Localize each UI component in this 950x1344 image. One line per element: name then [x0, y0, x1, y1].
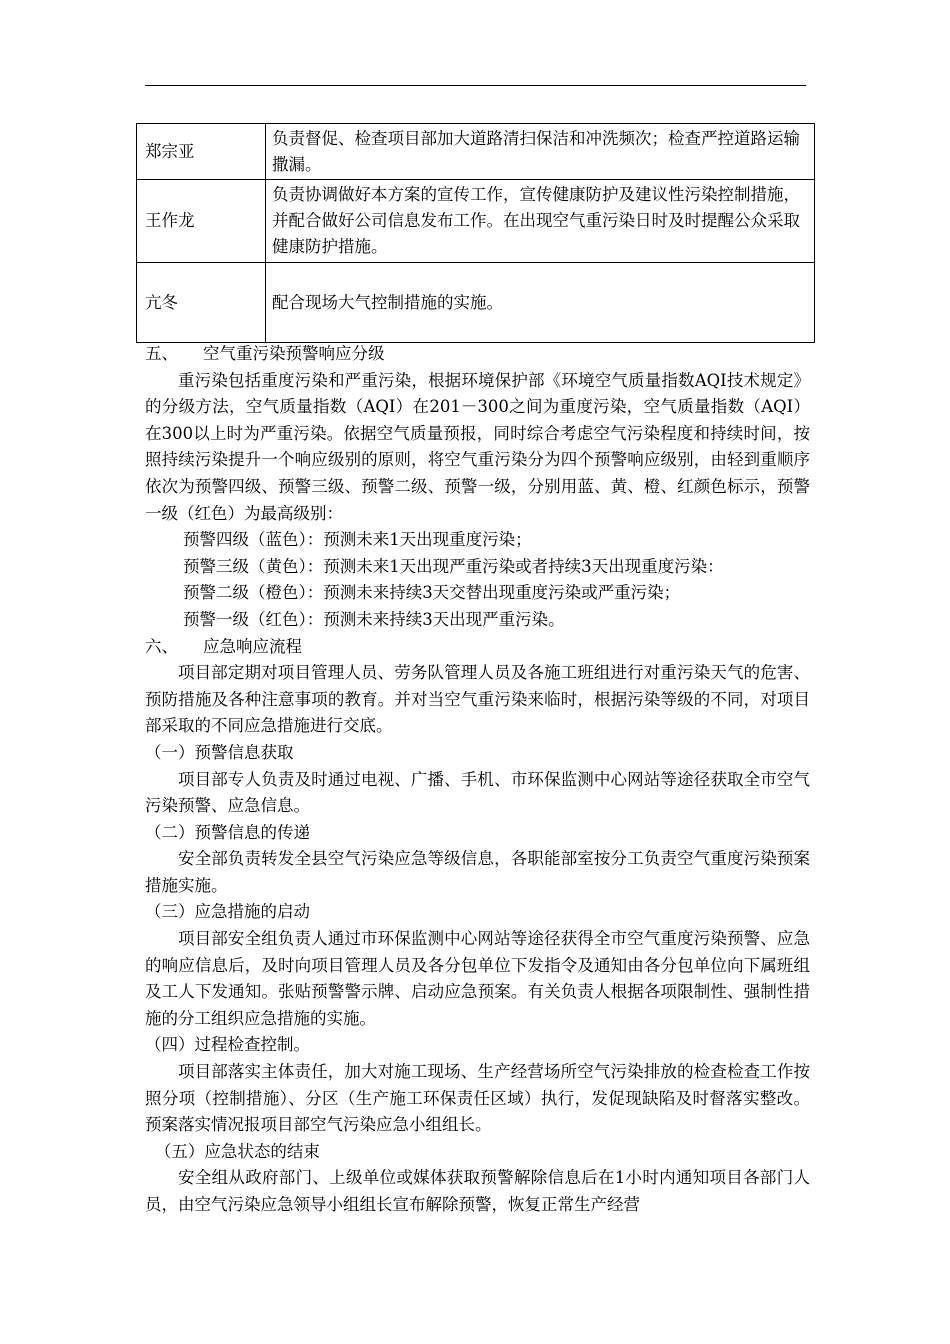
- paragraph: 安全组从政府部门、上级单位或媒体获取预警解除信息后在1小时内通知项目各部门人员，由空气污染应急领导小组组长宣布解除预警，恢复正常生产经营: [145, 1168, 810, 1214]
- table-row: [137, 263, 815, 343]
- subsection-title: （二）预警信息的传递: [145, 822, 310, 842]
- section-number: 五、: [145, 344, 178, 363]
- header-rule: [145, 85, 806, 86]
- subsection-title: （一）预警信息获取: [145, 742, 294, 762]
- section-number: 六、: [145, 636, 178, 656]
- paragraph: 项目部专人负责及时通过电视、广播、手机、市环保监测中心网站等途径获取全市空气污染预警、应急信息。: [145, 769, 810, 816]
- warning-level: 预警一级（红色）：预测未来持续3天出现严重污染。: [182, 609, 565, 629]
- warning-level: 预警四级（蓝色）：预测未来1天出现重度污染；: [182, 530, 532, 550]
- person-name: 王作龙: [137, 180, 266, 263]
- person-name: 亢冬: [137, 263, 266, 343]
- paragraph: 项目部安全组负责人通过市环保监测中心网站等途径获得全市空气重度污染预警、应急的响应信息后，及时向项目管理人员及各分包单位下发指令及通知由各分包单位向下属班组及工人下发通知。张贴预警警示牌、启动应急预案。有关负责人根据各项限制性、强制性措施的分工组织应急措施的实施。: [145, 929, 810, 1028]
- section-heading: [145, 341, 810, 368]
- section-heading: [145, 634, 810, 661]
- responsibility-table: [136, 123, 815, 343]
- section-title: 应急响应流程: [203, 636, 302, 656]
- subsection-title: （三）应急措施的启动: [145, 902, 310, 922]
- table-row: [137, 180, 815, 263]
- table-row: [137, 124, 815, 180]
- paragraph: 项目部定期对项目管理人员、劳务队管理人员及各施工班组进行对重污染天气的危害、预防措施及各种注意事项的教育。并对当空气重污染来临时，根据污染等级的不同，对项目部采取的不同应急措施进行交底。: [145, 663, 810, 736]
- section-title: 空气重污染预警响应分级: [203, 344, 385, 363]
- warning-level: 预警三级（黄色）：预测未来1天出现严重污染或者持续3天出现重度污染：: [182, 556, 724, 576]
- person-duty: 配合现场大气控制措施的实施。: [266, 263, 815, 343]
- warning-level: 预警二级（橙色）：预测未来持续3天交替出现重度污染或严重污染；: [182, 583, 681, 603]
- person-duty: 负责督促、检查项目部加大道路清扫保洁和冲洗频次；检查严控道路运输撒漏。: [266, 124, 815, 180]
- paragraph: 重污染包括重度污染和严重污染，根据环境保护部《环境空气质量指数AQI技术规定》的分级方法，空气质量指数（AQI）在201－300之间为重度污染，空气质量指数（AQI）在300以上时为严重污染。依据空气质量预报，同时综合考虑空气污染程度和持续时间，按照持续污染提升一个响应级别的原则，将空气重污染分为四个预警响应级别，由轻到重顺序依次为预警四级、预警三级、预警二级、预警一级，分别用蓝、黄、橙、红颜色标示，预警一级（红色）为最高级别：: [145, 370, 810, 523]
- document-body: [145, 341, 810, 1219]
- subsection-title: （五）应急状态的结束: [154, 1141, 320, 1161]
- person-name: 郑宗亚: [137, 124, 266, 180]
- paragraph: 安全部负责转发全县空气污染应急等级信息，各职能部室按分工负责空气重度污染预案措施实施。: [145, 849, 810, 895]
- subsection-title: （四）过程检查控制。: [145, 1035, 310, 1055]
- person-duty: 负责协调做好本方案的宣传工作，宣传健康防护及建议性污染控制措施，并配合做好公司信息发布工作。在出现空气重污染日时及时提醒公众采取健康防护措施。: [266, 180, 815, 263]
- paragraph: 项目部落实主体责任，加大对施工现场、生产经营场所空气污染排放的检查检查工作按照分项（控制措施）、分区（生产施工环保责任区域）执行，发促现缺陷及时督落实整改。预案落实情况报项目部空气污染应急小组组长。: [145, 1062, 810, 1135]
